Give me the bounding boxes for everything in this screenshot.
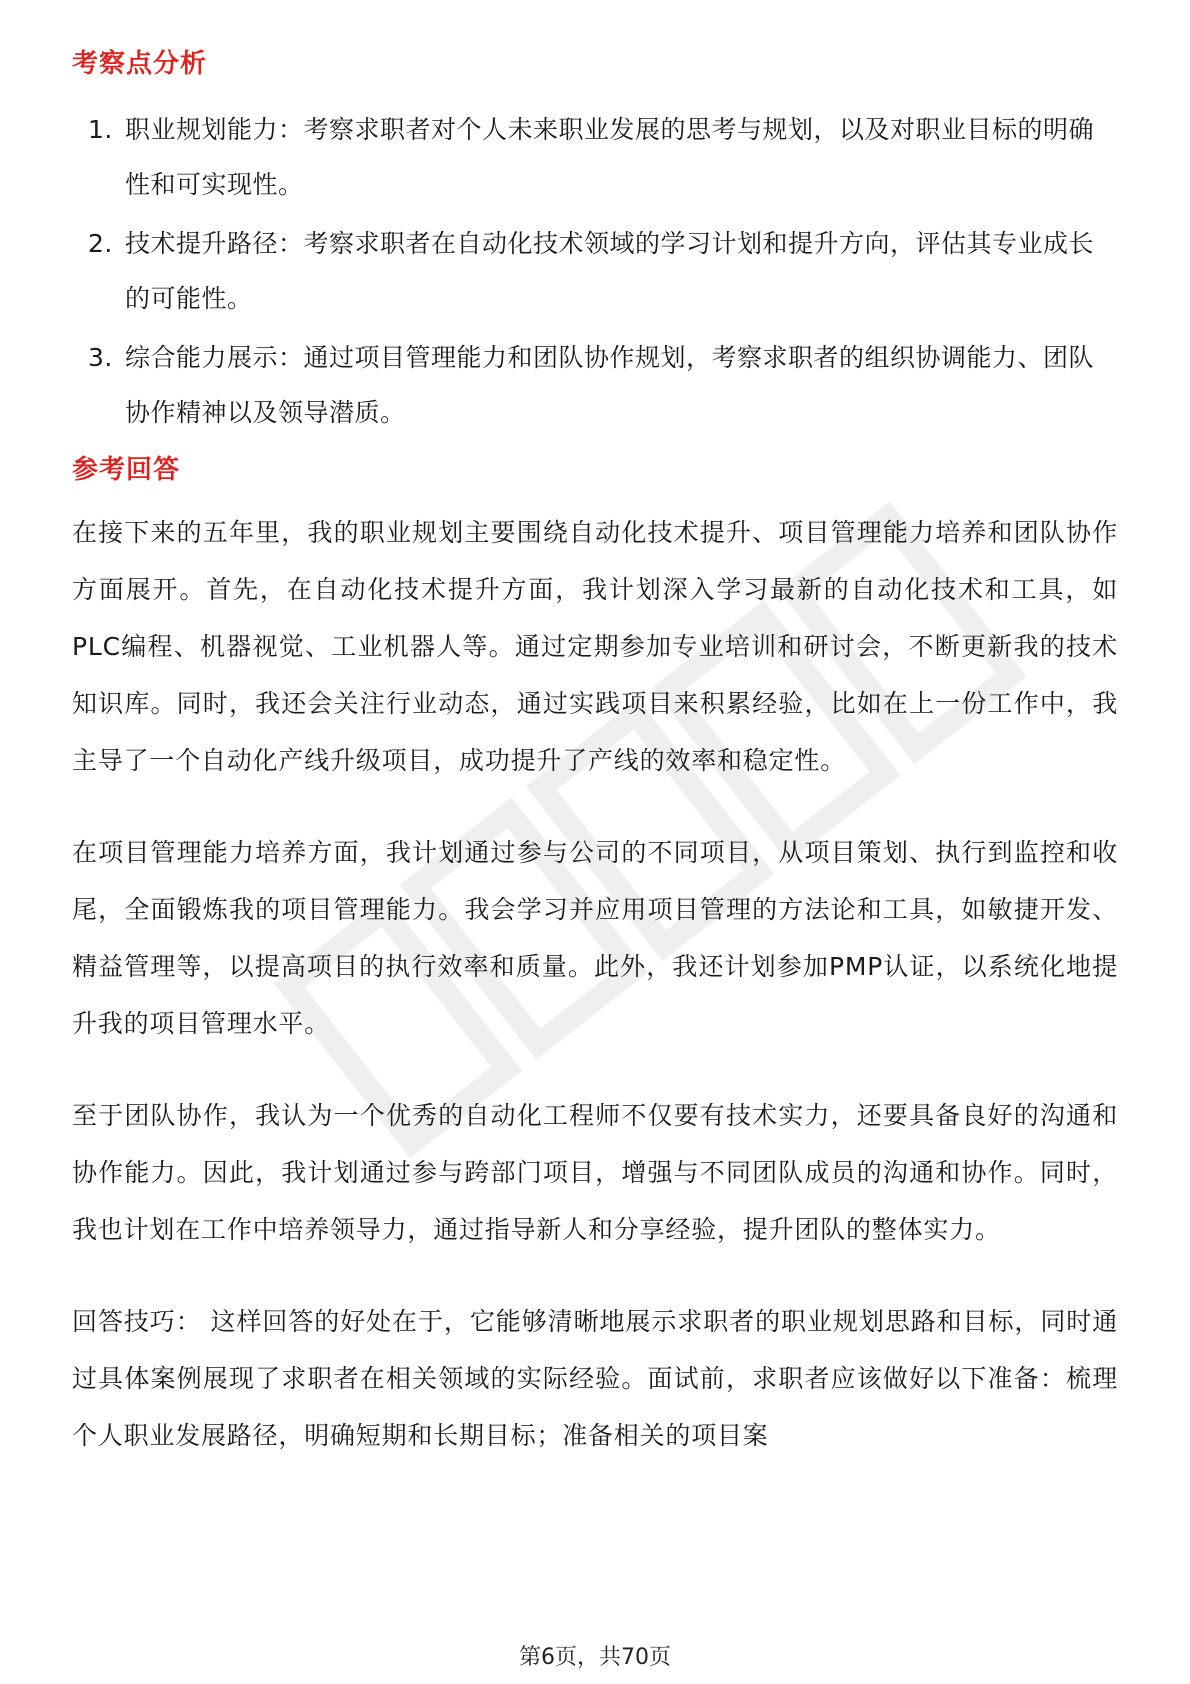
- list-item: [72, 330, 1118, 440]
- answer-tips-paragraph: 回答技巧： 这样回答的好处在于，它能够清晰地展示求职者的职业规划思路和目标，同时通过具体案例展现了求职者在相关领域的实际经验。面试前，求职者应该做好以下准备：梳理个人职业发展路径，明确短期和长期目标；准备相关的项目案: [72, 1307, 1118, 1450]
- list-item-text: 综合能力展示：通过项目管理能力和团队协作规划，考察求职者的组织协调能力、团队协作精神以及领导潜质。: [125, 343, 1095, 427]
- page-content: [72, 44, 1118, 1499]
- list-item-number: 2.: [88, 229, 113, 258]
- answer-paragraph: 在接下来的五年里，我的职业规划主要围绕自动化技术提升、项目管理能力培养和团队协作方面展开。首先，在自动化技术提升方面，我计划深入学习最新的自动化技术和工具，如PLC编程、机器视觉、工业机器人等。通过定期参加专业培训和研讨会，不断更新我的技术知识库。同时，我还会关注行业动态，通过实践项目来积累经验，比如在上一份工作中，我主导了一个自动化产线升级项目，成功提升了产线的效率和稳定性。: [72, 518, 1118, 775]
- list-item-number: 3.: [88, 343, 113, 372]
- list-item-text: 职业规划能力：考察求职者对个人未来职业发展的思考与规划，以及对职业目标的明确性和可实现性。: [125, 115, 1095, 199]
- answer-paragraph: 至于团队协作，我认为一个优秀的自动化工程师不仅要有技术实力，还要具备良好的沟通和协作能力。因此，我计划通过参与跨部门项目，增强与不同团队成员的沟通和协作。同时，我也计划在工作中培养领导力，通过指导新人和分享经验，提升团队的整体实力。: [72, 1101, 1118, 1244]
- page-number: 第6页，共70页: [519, 1645, 671, 1670]
- list-item: [72, 102, 1118, 212]
- list-item-number: 1.: [88, 115, 113, 144]
- section-title-answer: 参考回答: [72, 455, 181, 485]
- answer-paragraph: 在项目管理能力培养方面，我计划通过参与公司的不同项目，从项目策划、执行到监控和收尾，全面锻炼我的项目管理能力。我会学习并应用项目管理的方法论和工具，如敏捷开发、精益管理等，以提高项目的执行效率和质量。此外，我还计划参加PMP认证，以系统化地提升我的项目管理水平。: [72, 838, 1118, 1038]
- list-item: [72, 216, 1118, 326]
- section-title-analysis: 考察点分析: [72, 49, 208, 79]
- analysis-list: [72, 102, 1118, 440]
- list-item-text: 技术提升路径：考察求职者在自动化技术领域的学习计划和提升方向，评估其专业成长的可能性。: [125, 229, 1095, 313]
